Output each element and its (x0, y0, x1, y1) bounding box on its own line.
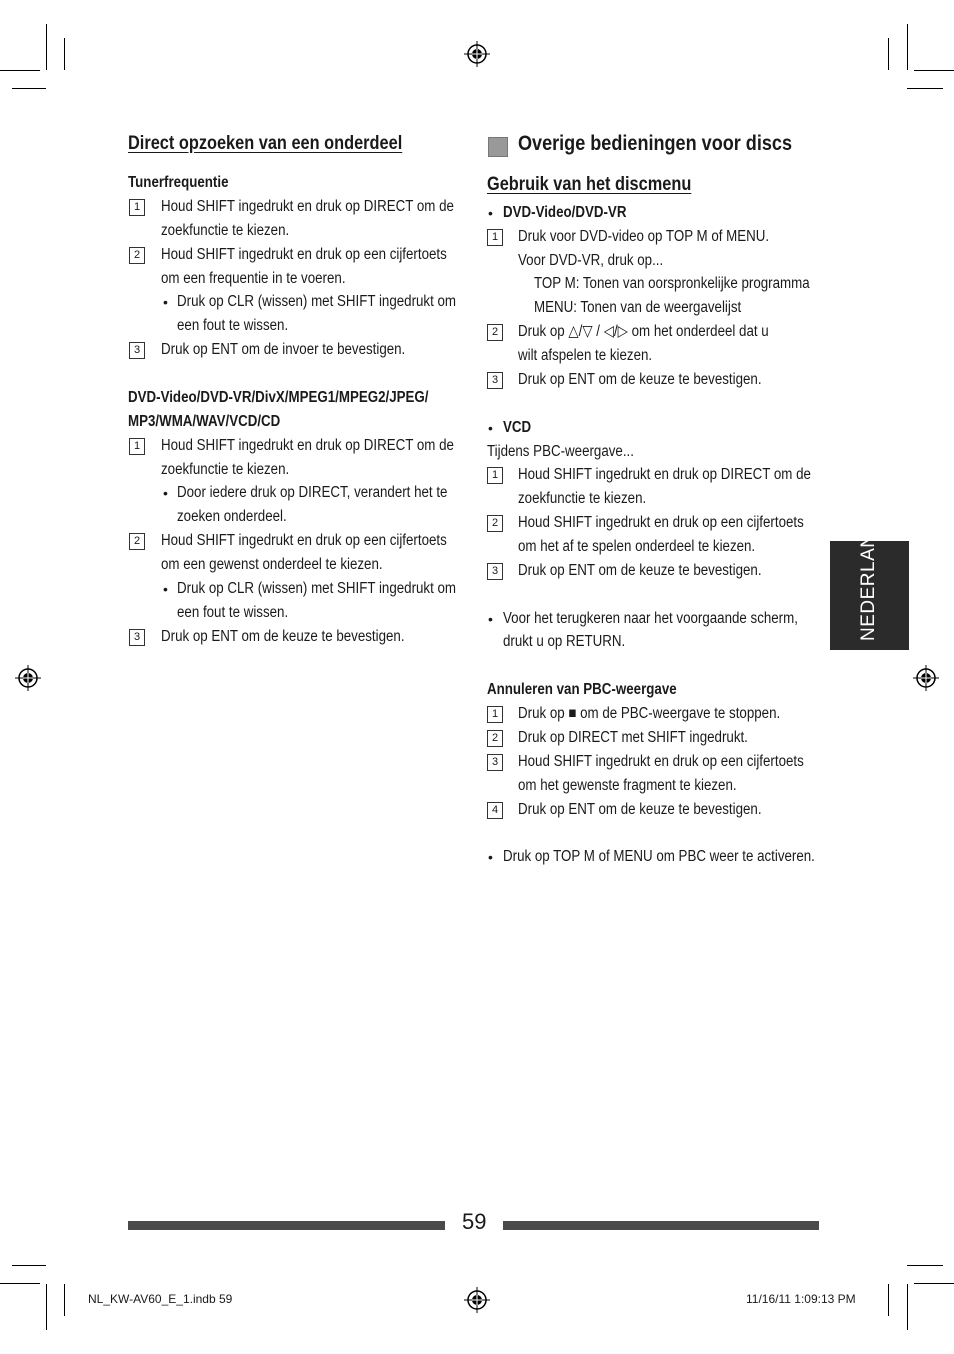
indent-text: MENU: Tonen van de weergavelijst (534, 299, 742, 316)
crop-mark (46, 1284, 47, 1330)
step-text: Houd SHIFT ingedrukt en druk op een cijfertoets (518, 514, 804, 531)
step-number: 3 (487, 372, 503, 389)
vcd-intro: Tijdens PBC-weergave... (487, 443, 634, 460)
step-text: om het gewenste fragment te kiezen. (518, 777, 737, 794)
crop-mark (0, 1283, 40, 1284)
step-number: 3 (129, 629, 145, 646)
section-heading-other-controls: Overige bedieningen voor discs (518, 132, 792, 155)
step-text: Houd SHIFT ingedrukt en druk op een cijfertoets (518, 753, 804, 770)
registration-mark-icon (464, 41, 490, 67)
bullet-icon: • (163, 294, 168, 310)
bullet-icon: • (488, 205, 493, 221)
crop-mark (0, 70, 40, 71)
footer-timestamp: 11/16/11 1:09:13 PM (746, 1292, 856, 1306)
bullet-text: Druk op CLR (wissen) met SHIFT ingedrukt om (177, 293, 457, 310)
step-number: 3 (129, 342, 145, 359)
note-text: Voor het terugkeren naar het voorgaande scherm, (503, 610, 798, 627)
crop-mark (914, 70, 954, 71)
step-text: Houd SHIFT ingedrukt en druk op DIRECT om de (161, 198, 454, 215)
crop-mark (907, 1284, 908, 1330)
step-text: Druk op ENT om de keuze te bevestigen. (161, 628, 405, 645)
step-number: 2 (487, 324, 503, 341)
crop-mark (888, 38, 889, 70)
step-text: Druk voor DVD-video op TOP M of MENU. (518, 228, 770, 245)
step-number: 1 (129, 438, 145, 455)
step-text: Houd SHIFT ingedrukt en druk op DIRECT om de (161, 437, 454, 454)
crop-mark (64, 38, 65, 70)
step-text: Houd SHIFT ingedrukt en druk op een cijfertoets (161, 246, 447, 263)
bullet-icon: • (163, 581, 168, 597)
crop-mark (64, 1284, 65, 1316)
bullet-text: een fout te wissen. (177, 317, 289, 334)
step-text: Druk op ENT om de keuze te bevestigen. (518, 562, 762, 579)
bullet-text: zoeken onderdeel. (177, 508, 287, 525)
crop-mark (12, 1265, 46, 1266)
step-text: Druk op △/▽ / ◁/▷ om het onderdeel dat u (518, 323, 769, 340)
step-number: 1 (487, 706, 503, 723)
step-text: zoekfunctie te kiezen. (161, 222, 290, 239)
registration-mark-icon (15, 665, 41, 691)
step-text: Voor DVD-VR, druk op... (518, 252, 664, 269)
note-text: Druk op TOP M of MENU om PBC weer te activeren. (503, 848, 815, 865)
step-text: Druk op ENT om de invoer te bevestigen. (161, 341, 406, 358)
bullet-text: Druk op CLR (wissen) met SHIFT ingedrukt om (177, 580, 457, 597)
crop-mark (914, 1283, 954, 1284)
indent-text: TOP M: Tonen van oorspronkelijke programma (534, 275, 810, 292)
crop-mark (888, 1284, 889, 1316)
footer-file: NL_KW-AV60_E_1.indb 59 (88, 1292, 233, 1306)
step-text: wilt afspelen te kiezen. (518, 347, 653, 364)
crop-mark (907, 88, 943, 89)
step-text: om het af te spelen onderdeel te kiezen. (518, 538, 756, 555)
bullet-icon: • (163, 485, 168, 501)
step-number: 1 (129, 199, 145, 216)
step-number: 3 (487, 754, 503, 771)
bullet-text: een fout te wissen. (177, 604, 289, 621)
step-text: om een gewenst onderdeel te kiezen. (161, 556, 383, 573)
pbc-title: Annuleren van PBC-weergave (487, 681, 677, 698)
step-number: 4 (487, 802, 503, 819)
step-text: Druk op ENT om de keuze te bevestigen. (518, 371, 762, 388)
bullet-text: Door iedere druk op DIRECT, verandert het te (177, 484, 448, 501)
page-bar-right (503, 1221, 819, 1230)
dvd-label: DVD-Video/DVD-VR (503, 204, 627, 221)
step-text: Houd SHIFT ingedrukt en druk op DIRECT om de (518, 466, 811, 483)
registration-mark-icon (913, 665, 939, 691)
crop-mark (907, 1265, 943, 1266)
page-bar-left (128, 1221, 445, 1230)
step-number: 1 (487, 229, 503, 246)
step-text: Druk op DIRECT met SHIFT ingedrukt. (518, 729, 748, 746)
step-number: 3 (487, 563, 503, 580)
step-number: 1 (487, 467, 503, 484)
bullet-icon: • (488, 611, 493, 627)
step-number: 2 (129, 533, 145, 550)
note-text: drukt u op RETURN. (503, 633, 626, 650)
dvd-formats-title: DVD-Video/DVD-VR/DivX/MPEG1/MPEG2/JPEG/ (128, 389, 429, 406)
step-text: zoekfunctie te kiezen. (518, 490, 647, 507)
step-number: 2 (487, 730, 503, 747)
crop-mark (12, 88, 46, 89)
registration-mark-icon (464, 1287, 490, 1313)
step-number: 2 (487, 515, 503, 532)
bullet-icon: • (488, 420, 493, 436)
step-text: zoekfunctie te kiezen. (161, 461, 290, 478)
subheading-disc-menu: Gebruik van het discmenu (487, 174, 692, 195)
step-text: om een frequentie in te voeren. (161, 270, 346, 287)
bullet-icon: • (488, 849, 493, 865)
language-tab (830, 506, 909, 650)
crop-mark (46, 24, 47, 70)
step-text: Houd SHIFT ingedrukt en druk op een cijfertoets (161, 532, 447, 549)
language-tab-label: NEDERLANDS (858, 506, 879, 641)
step-text: Druk op ENT om de keuze te bevestigen. (518, 801, 762, 818)
page-number: 59 (462, 1209, 487, 1234)
crop-mark (907, 24, 908, 70)
section-marker-icon (488, 137, 508, 157)
section-heading-direct-search: Direct opzoeken van een onderdeel (128, 133, 403, 154)
step-number: 2 (129, 247, 145, 264)
step-text: Druk op ■ om de PBC-weergave te stoppen. (518, 705, 781, 722)
vcd-label: VCD (503, 419, 532, 436)
dvd-formats-title: MP3/WMA/WAV/VCD/CD (128, 413, 281, 430)
tuner-title: Tunerfrequentie (128, 174, 229, 191)
